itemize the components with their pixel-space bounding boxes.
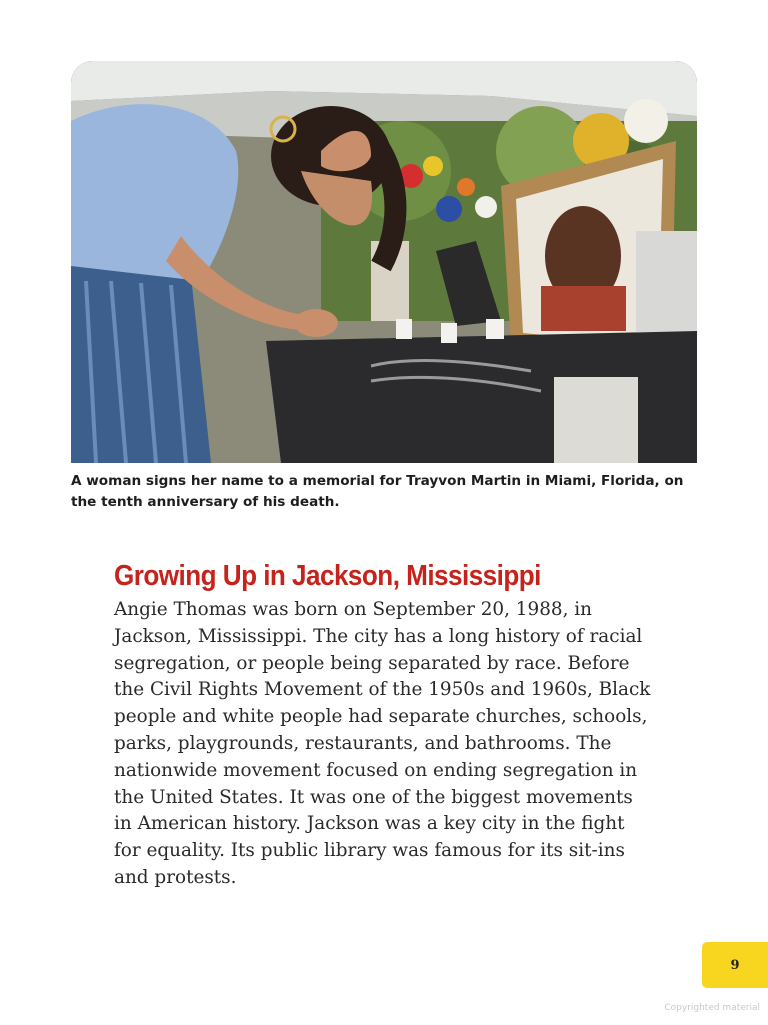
body-line: for equality. Its public library was famous for its sit-ins	[114, 840, 625, 862]
body-line: people and white people had separate churches, schools,	[114, 706, 648, 728]
page-number-badge	[702, 942, 768, 988]
memorial-photo	[71, 61, 697, 463]
body-line: and protests.	[114, 866, 237, 888]
body-line: segregation, or people being separated by race. Before	[114, 652, 630, 674]
body-line: Jackson, Mississippi. The city has a long history of racial	[114, 625, 643, 647]
body-line: nationwide movement focused on ending segregation in	[114, 759, 638, 781]
page-number: 9	[730, 957, 740, 973]
memorial-photo-illustration	[71, 61, 697, 463]
body-line: Angie Thomas was born on September 20, 1988, in	[114, 599, 593, 620]
body-line: parks, playgrounds, restaurants, and bathrooms. The	[114, 732, 612, 754]
body-line: in American history. Jackson was a key city in the fight	[114, 813, 625, 835]
section-heading: Growing Up in Jackson, Mississippi	[114, 560, 541, 592]
body-paragraph	[114, 597, 654, 892]
copyright-notice: Copyrighted material	[664, 1003, 760, 1013]
photo-caption: A woman signs her name to a memorial for Trayvon Martin in Miami, Florida, on the tenth anniversary of his death.	[71, 473, 684, 510]
body-line: the United States. It was one of the biggest movements	[114, 786, 633, 808]
body-line: the Civil Rights Movement of the 1950s and 1960s, Black	[114, 679, 651, 701]
